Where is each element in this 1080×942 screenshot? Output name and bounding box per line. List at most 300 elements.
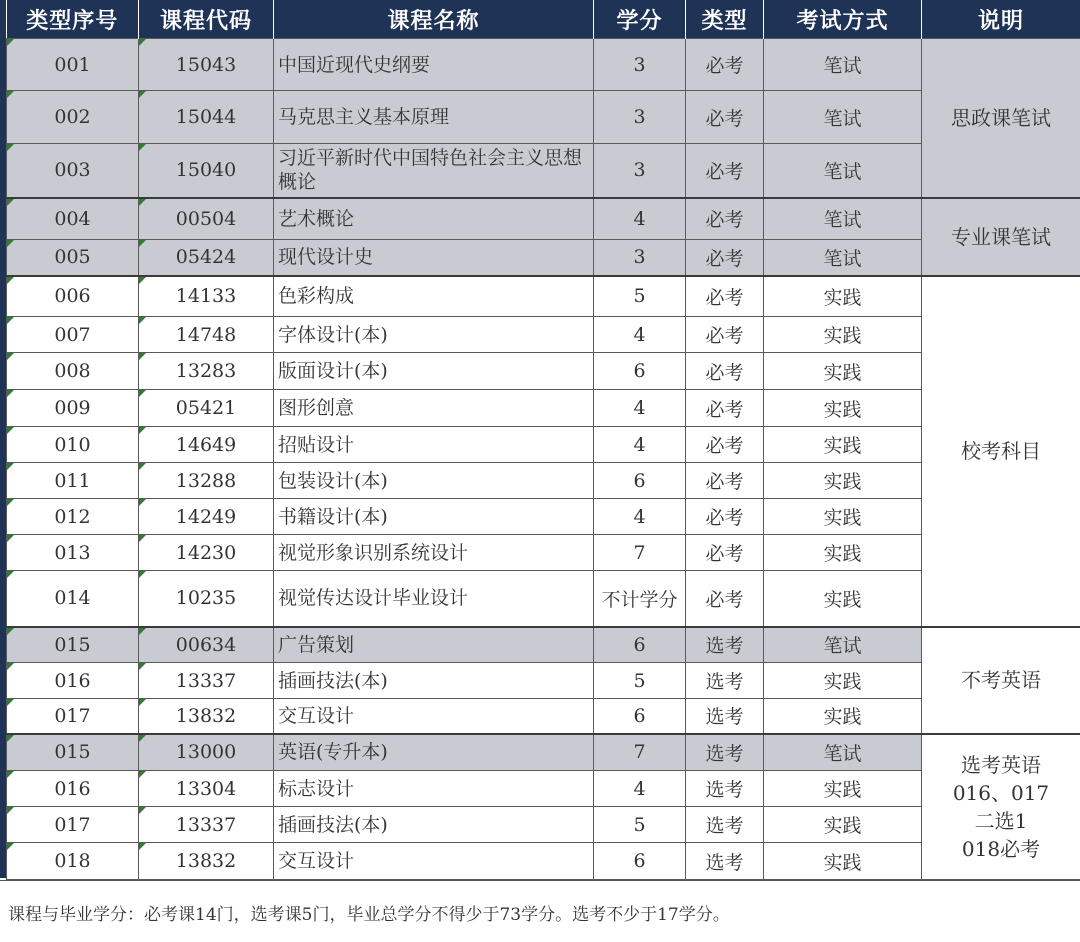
course-number-cell-text: 016 — [54, 777, 91, 800]
course-code-cell-text: 13832 — [175, 850, 237, 872]
credit-cell-text: 4 — [633, 207, 646, 230]
exam-method-cell — [764, 463, 922, 499]
cell-marker-icon — [7, 199, 14, 206]
cell-marker-icon — [139, 91, 146, 98]
cell-marker-icon — [139, 317, 146, 324]
course-code-cell — [139, 91, 274, 144]
course-code-cell — [139, 317, 274, 353]
credit-cell — [594, 571, 686, 627]
exam-method-cell — [764, 91, 922, 144]
remark-cell — [922, 276, 1080, 627]
table-row — [7, 427, 1080, 463]
course-code-cell — [139, 535, 274, 571]
header-cell: 课程代码 — [139, 0, 274, 39]
table-row — [7, 144, 1080, 198]
credit-cell-text: 3 — [633, 106, 646, 128]
cell-marker-icon — [139, 240, 146, 247]
remark-text: 018必考 — [961, 836, 1041, 861]
course-code-cell — [139, 499, 274, 535]
header-cell: 类型序号 — [7, 0, 139, 39]
course-type-cell — [686, 535, 764, 571]
course-type-cell-text: 必考 — [705, 160, 744, 183]
credit-cell — [594, 39, 686, 91]
exam-method-cell-text: 实践 — [823, 851, 862, 874]
credit-cell — [594, 91, 686, 144]
course-number-cell — [7, 627, 139, 663]
cell-marker-icon — [139, 353, 146, 360]
course-type-cell — [686, 627, 764, 663]
course-type-cell — [686, 571, 764, 627]
exam-method-cell — [764, 734, 922, 771]
cell-marker-icon — [139, 535, 146, 542]
cell-marker-icon — [7, 91, 14, 98]
course-type-cell-text: 必考 — [705, 209, 744, 232]
course-code-cell-text: 13337 — [175, 813, 237, 836]
exam-method-cell — [764, 699, 922, 734]
credit-cell — [594, 699, 686, 734]
course-name-cell — [274, 807, 594, 843]
course-code-cell — [139, 353, 274, 390]
course-number-cell-text: 014 — [54, 587, 91, 610]
course-number-cell — [7, 276, 139, 317]
course-name-cell — [274, 499, 594, 535]
course-type-cell — [686, 276, 764, 317]
credit-cell — [594, 807, 686, 843]
course-code-cell-text: 13337 — [175, 669, 237, 692]
course-type-cell-text: 选考 — [705, 815, 744, 837]
course-name-cell-text: 现代设计史 — [278, 246, 374, 269]
cell-marker-icon — [7, 571, 14, 578]
course-name-cell — [274, 843, 594, 880]
cell-marker-icon — [139, 628, 146, 635]
credit-cell-text: 6 — [633, 704, 646, 727]
exam-method-cell — [764, 240, 922, 276]
cell-marker-icon — [139, 463, 146, 470]
exam-method-cell — [764, 535, 922, 571]
credit-cell — [594, 535, 686, 571]
exam-method-cell — [764, 198, 922, 240]
exam-method-cell-text: 实践 — [823, 543, 862, 565]
course-code-cell-text: 13304 — [175, 777, 237, 800]
course-number-cell-text: 004 — [54, 207, 91, 230]
course-name-cell-text: 交互设计 — [278, 704, 355, 727]
exam-method-cell-text: 实践 — [823, 325, 862, 347]
table-row — [7, 771, 1080, 807]
course-number-cell-text: 002 — [54, 106, 91, 128]
credit-cell-text: 5 — [633, 669, 646, 692]
course-name-cell-text: 图形创意 — [278, 397, 355, 419]
credit-cell-text: 4 — [633, 505, 646, 528]
table-row — [7, 390, 1080, 427]
credit-cell-text: 5 — [633, 813, 646, 836]
course-code-cell-text: 13000 — [175, 741, 237, 764]
cell-marker-icon — [7, 699, 14, 706]
credit-cell-text: 6 — [633, 850, 646, 872]
course-name-cell-text: 英语(专升本) — [278, 741, 388, 764]
cell-marker-icon — [139, 199, 146, 206]
course-name-cell-text: 视觉传达设计毕业设计 — [278, 587, 469, 610]
cell-marker-icon — [139, 39, 146, 46]
course-name-cell — [274, 571, 594, 627]
course-code-cell-text: 00504 — [175, 207, 237, 230]
course-number-cell — [7, 571, 139, 627]
course-code-cell-text: 14748 — [175, 323, 237, 346]
cell-marker-icon — [7, 390, 14, 397]
footer-note: 课程与毕业学分：必考课14门，选考课5门，毕业总学分不得少于73学分。选考不少于17学分。 — [8, 905, 730, 925]
course-code-cell-text: 00634 — [175, 633, 237, 656]
course-number-cell — [7, 353, 139, 390]
table-row — [7, 535, 1080, 571]
table-row — [7, 807, 1080, 843]
course-code-cell — [139, 463, 274, 499]
cell-marker-icon — [139, 499, 146, 506]
course-name-cell — [274, 427, 594, 463]
course-type-cell-text: 必考 — [705, 247, 744, 270]
course-number-cell — [7, 807, 139, 843]
table-row — [7, 843, 1080, 880]
cell-marker-icon — [7, 771, 14, 778]
course-code-cell — [139, 571, 274, 627]
header-cell: 类型 — [686, 0, 764, 39]
exam-method-cell-text: 笔试 — [823, 107, 862, 130]
course-number-cell — [7, 390, 139, 427]
exam-method-cell-text: 实践 — [823, 588, 862, 611]
course-number-cell — [7, 499, 139, 535]
credit-cell — [594, 843, 686, 880]
course-type-cell — [686, 499, 764, 535]
cell-marker-icon — [7, 499, 14, 506]
exam-method-cell — [764, 39, 922, 91]
exam-method-cell — [764, 627, 922, 663]
credit-cell — [594, 627, 686, 663]
course-type-cell — [686, 771, 764, 807]
cell-marker-icon — [139, 663, 146, 670]
remark-text: 不考英语 — [961, 668, 1041, 692]
course-number-cell-text: 017 — [54, 704, 91, 727]
table-row — [7, 734, 1080, 771]
footer-divider — [0, 880, 1080, 881]
course-code-cell-text: 14249 — [175, 505, 237, 528]
course-name-cell — [274, 353, 594, 390]
course-number-cell-text: 013 — [54, 541, 91, 564]
cell-marker-icon — [139, 390, 146, 397]
exam-method-cell — [764, 317, 922, 353]
credit-cell-text: 6 — [633, 633, 646, 656]
course-number-cell-text: 001 — [54, 53, 91, 76]
exam-method-cell — [764, 571, 922, 627]
table-row — [7, 663, 1080, 699]
course-code-cell-text: 10235 — [175, 587, 237, 610]
credit-cell — [594, 390, 686, 427]
course-code-cell — [139, 627, 274, 663]
course-number-cell-text: 015 — [54, 633, 91, 656]
cell-marker-icon — [139, 427, 146, 434]
credit-cell-text: 3 — [633, 159, 646, 182]
course-number-cell-text: 012 — [54, 505, 91, 528]
course-number-cell-text: 008 — [54, 360, 91, 382]
remark-cell — [922, 627, 1080, 734]
course-name-cell — [274, 144, 594, 198]
credit-cell-text: 6 — [633, 469, 646, 492]
header-cell: 考试方式 — [764, 0, 922, 39]
course-number-cell — [7, 240, 139, 276]
table-row — [7, 499, 1080, 535]
exam-method-cell — [764, 843, 922, 880]
exam-method-cell-text: 实践 — [823, 507, 862, 529]
course-code-cell — [139, 771, 274, 807]
exam-method-cell-text: 笔试 — [823, 247, 862, 270]
remark-text: 思政课笔试 — [951, 105, 1051, 130]
course-type-cell-text: 选考 — [705, 851, 744, 874]
course-number-cell — [7, 771, 139, 807]
course-name-cell-text: 书籍设计(本) — [278, 505, 388, 528]
credit-cell — [594, 198, 686, 240]
remark-text: 选考英语 — [961, 752, 1041, 777]
course-name-cell — [274, 240, 594, 276]
course-code-cell — [139, 144, 274, 198]
cell-marker-icon — [7, 463, 14, 470]
course-number-cell — [7, 699, 139, 734]
credit-cell-text: 3 — [633, 53, 646, 76]
exam-method-cell — [764, 427, 922, 463]
exam-method-cell-text: 笔试 — [823, 160, 862, 183]
course-name-cell — [274, 276, 594, 317]
cell-marker-icon — [7, 353, 14, 360]
course-name-cell-text: 插画技法(本) — [278, 669, 388, 692]
course-number-cell — [7, 463, 139, 499]
course-code-cell-text: 14649 — [175, 433, 237, 456]
credit-cell-text: 3 — [633, 246, 646, 269]
exam-method-cell-text: 实践 — [823, 779, 862, 801]
exam-method-cell-text: 实践 — [823, 286, 862, 309]
course-name-cell — [274, 463, 594, 499]
table-row — [7, 276, 1080, 317]
remark-text: 二选1 — [974, 808, 1028, 833]
course-code-cell-text: 14230 — [175, 541, 237, 564]
cell-marker-icon — [7, 317, 14, 324]
course-type-cell-text: 必考 — [705, 471, 744, 493]
course-type-cell-text: 选考 — [705, 671, 744, 693]
course-number-cell — [7, 91, 139, 144]
credit-cell — [594, 427, 686, 463]
cell-marker-icon — [7, 427, 14, 434]
exam-method-cell — [764, 499, 922, 535]
course-name-cell-text: 艺术概论 — [278, 207, 355, 230]
course-name-cell — [274, 627, 594, 663]
cell-marker-icon — [7, 628, 14, 635]
course-type-cell — [686, 144, 764, 198]
course-name-cell-text: 视觉形象识别系统设计 — [278, 541, 469, 564]
course-code-cell-text: 15044 — [175, 106, 237, 128]
course-code-cell — [139, 663, 274, 699]
cell-marker-icon — [139, 771, 146, 778]
course-name-cell-text: 色彩构成 — [278, 285, 355, 308]
exam-method-cell — [764, 144, 922, 198]
course-number-cell-text: 009 — [54, 397, 91, 419]
credit-cell-text: 7 — [633, 541, 646, 564]
cell-marker-icon — [7, 735, 14, 742]
remark-cell — [922, 734, 1080, 880]
course-type-cell — [686, 807, 764, 843]
exam-method-cell — [764, 771, 922, 807]
header-row — [7, 0, 1080, 39]
course-number-cell — [7, 843, 139, 880]
table-row — [7, 463, 1080, 499]
exam-method-cell — [764, 663, 922, 699]
exam-method-cell — [764, 390, 922, 427]
exam-method-cell-text: 实践 — [823, 706, 862, 729]
course-name-cell-text: 习近平新时代中国特色社会主义思想概论 — [278, 147, 583, 194]
exam-method-cell-text: 实践 — [823, 398, 862, 421]
cell-marker-icon — [7, 535, 14, 542]
course-number-cell-text: 003 — [54, 159, 91, 182]
table-row — [7, 353, 1080, 390]
exam-method-cell-text: 实践 — [823, 671, 862, 693]
course-code-cell-text: 13288 — [175, 469, 237, 492]
course-type-cell-text: 选考 — [705, 742, 744, 765]
cell-marker-icon — [7, 277, 14, 284]
course-type-cell — [686, 734, 764, 771]
course-table — [6, 0, 1080, 880]
cell-marker-icon — [139, 144, 146, 151]
course-name-cell-text: 马克思主义基本原理 — [278, 106, 450, 128]
course-code-cell — [139, 843, 274, 880]
exam-method-cell-text: 笔试 — [823, 209, 862, 232]
course-name-cell-text: 包装设计(本) — [278, 469, 388, 492]
course-type-cell — [686, 198, 764, 240]
credit-cell-text: 4 — [633, 777, 646, 800]
remark-text: 校考科目 — [961, 439, 1041, 463]
credit-cell-text: 7 — [633, 741, 646, 764]
course-code-cell-text: 14133 — [175, 285, 237, 308]
header-cell: 说明 — [922, 0, 1080, 39]
course-type-cell — [686, 317, 764, 353]
course-name-cell — [274, 699, 594, 734]
header-cell: 学分 — [594, 0, 686, 39]
course-code-cell — [139, 240, 274, 276]
course-number-cell-text: 017 — [54, 813, 91, 836]
credit-cell-text: 4 — [633, 433, 646, 456]
exam-method-cell-text: 笔试 — [823, 55, 862, 77]
course-number-cell — [7, 734, 139, 771]
course-name-cell-text: 字体设计(本) — [278, 323, 388, 346]
credit-cell-text: 不计学分 — [601, 588, 678, 611]
credit-cell-text: 4 — [633, 323, 646, 346]
course-number-cell — [7, 317, 139, 353]
course-type-cell — [686, 353, 764, 390]
table-row — [7, 39, 1080, 91]
course-type-cell — [686, 39, 764, 91]
exam-method-cell — [764, 353, 922, 390]
course-number-cell — [7, 535, 139, 571]
cell-marker-icon — [139, 843, 146, 850]
credit-cell-text: 5 — [633, 285, 646, 308]
course-name-cell — [274, 39, 594, 91]
course-code-cell-text: 13832 — [175, 704, 237, 727]
course-number-cell-text: 006 — [54, 285, 91, 308]
course-name-cell — [274, 317, 594, 353]
course-code-cell — [139, 734, 274, 771]
course-name-cell-text: 标志设计 — [278, 777, 355, 800]
credit-cell — [594, 240, 686, 276]
credit-cell — [594, 663, 686, 699]
exam-method-cell-text: 笔试 — [823, 742, 862, 765]
course-code-cell — [139, 276, 274, 317]
header-cell: 课程名称 — [274, 0, 594, 39]
table-row — [7, 240, 1080, 276]
table-row — [7, 699, 1080, 734]
course-number-cell — [7, 663, 139, 699]
cell-marker-icon — [7, 663, 14, 670]
cell-marker-icon — [139, 735, 146, 742]
cell-marker-icon — [7, 843, 14, 850]
credit-cell-text: 6 — [633, 360, 646, 382]
course-type-cell-text: 必考 — [705, 361, 744, 384]
course-name-cell — [274, 535, 594, 571]
credit-cell — [594, 317, 686, 353]
course-name-cell — [274, 734, 594, 771]
course-type-cell — [686, 699, 764, 734]
remark-text: 专业课笔试 — [951, 224, 1051, 249]
cell-marker-icon — [7, 39, 14, 46]
credit-cell — [594, 734, 686, 771]
course-number-cell-text: 010 — [54, 433, 91, 456]
exam-method-cell-text: 实践 — [823, 361, 862, 384]
course-name-cell — [274, 91, 594, 144]
course-code-cell — [139, 699, 274, 734]
credit-cell — [594, 499, 686, 535]
course-type-cell-text: 选考 — [705, 779, 744, 801]
table-row — [7, 571, 1080, 627]
course-code-cell-text: 05424 — [175, 246, 237, 269]
exam-method-cell-text: 实践 — [823, 471, 862, 493]
course-code-cell-text: 05421 — [175, 397, 237, 419]
table-row — [7, 317, 1080, 353]
remark-text: 016、017 — [952, 780, 1050, 805]
course-type-cell-text: 必考 — [705, 107, 744, 130]
exam-method-cell — [764, 276, 922, 317]
table-row — [7, 91, 1080, 144]
course-name-cell-text: 中国近现代史纲要 — [278, 53, 431, 76]
exam-method-cell — [764, 807, 922, 843]
course-code-cell-text: 13283 — [175, 360, 237, 382]
cell-marker-icon — [139, 699, 146, 706]
course-name-cell-text: 插画技法(本) — [278, 813, 388, 836]
course-number-cell — [7, 427, 139, 463]
course-number-cell — [7, 39, 139, 91]
course-code-cell — [139, 427, 274, 463]
course-type-cell-text: 必考 — [705, 435, 744, 457]
course-number-cell-text: 018 — [54, 850, 91, 872]
course-name-cell — [274, 663, 594, 699]
course-name-cell-text: 版面设计(本) — [278, 360, 388, 382]
course-type-cell-text: 必考 — [705, 55, 744, 77]
credit-cell — [594, 144, 686, 198]
course-code-cell-text: 15040 — [175, 159, 237, 182]
table-body — [7, 39, 1080, 880]
cell-marker-icon — [139, 277, 146, 284]
remark-cell — [922, 39, 1080, 198]
course-type-cell — [686, 427, 764, 463]
course-name-cell — [274, 390, 594, 427]
course-type-cell-text: 选考 — [705, 635, 744, 658]
course-type-cell — [686, 843, 764, 880]
course-name-cell-text: 广告策划 — [278, 633, 355, 656]
table-row — [7, 627, 1080, 663]
credit-cell — [594, 463, 686, 499]
exam-method-cell-text: 实践 — [823, 435, 862, 457]
course-type-cell-text: 必考 — [705, 588, 744, 611]
